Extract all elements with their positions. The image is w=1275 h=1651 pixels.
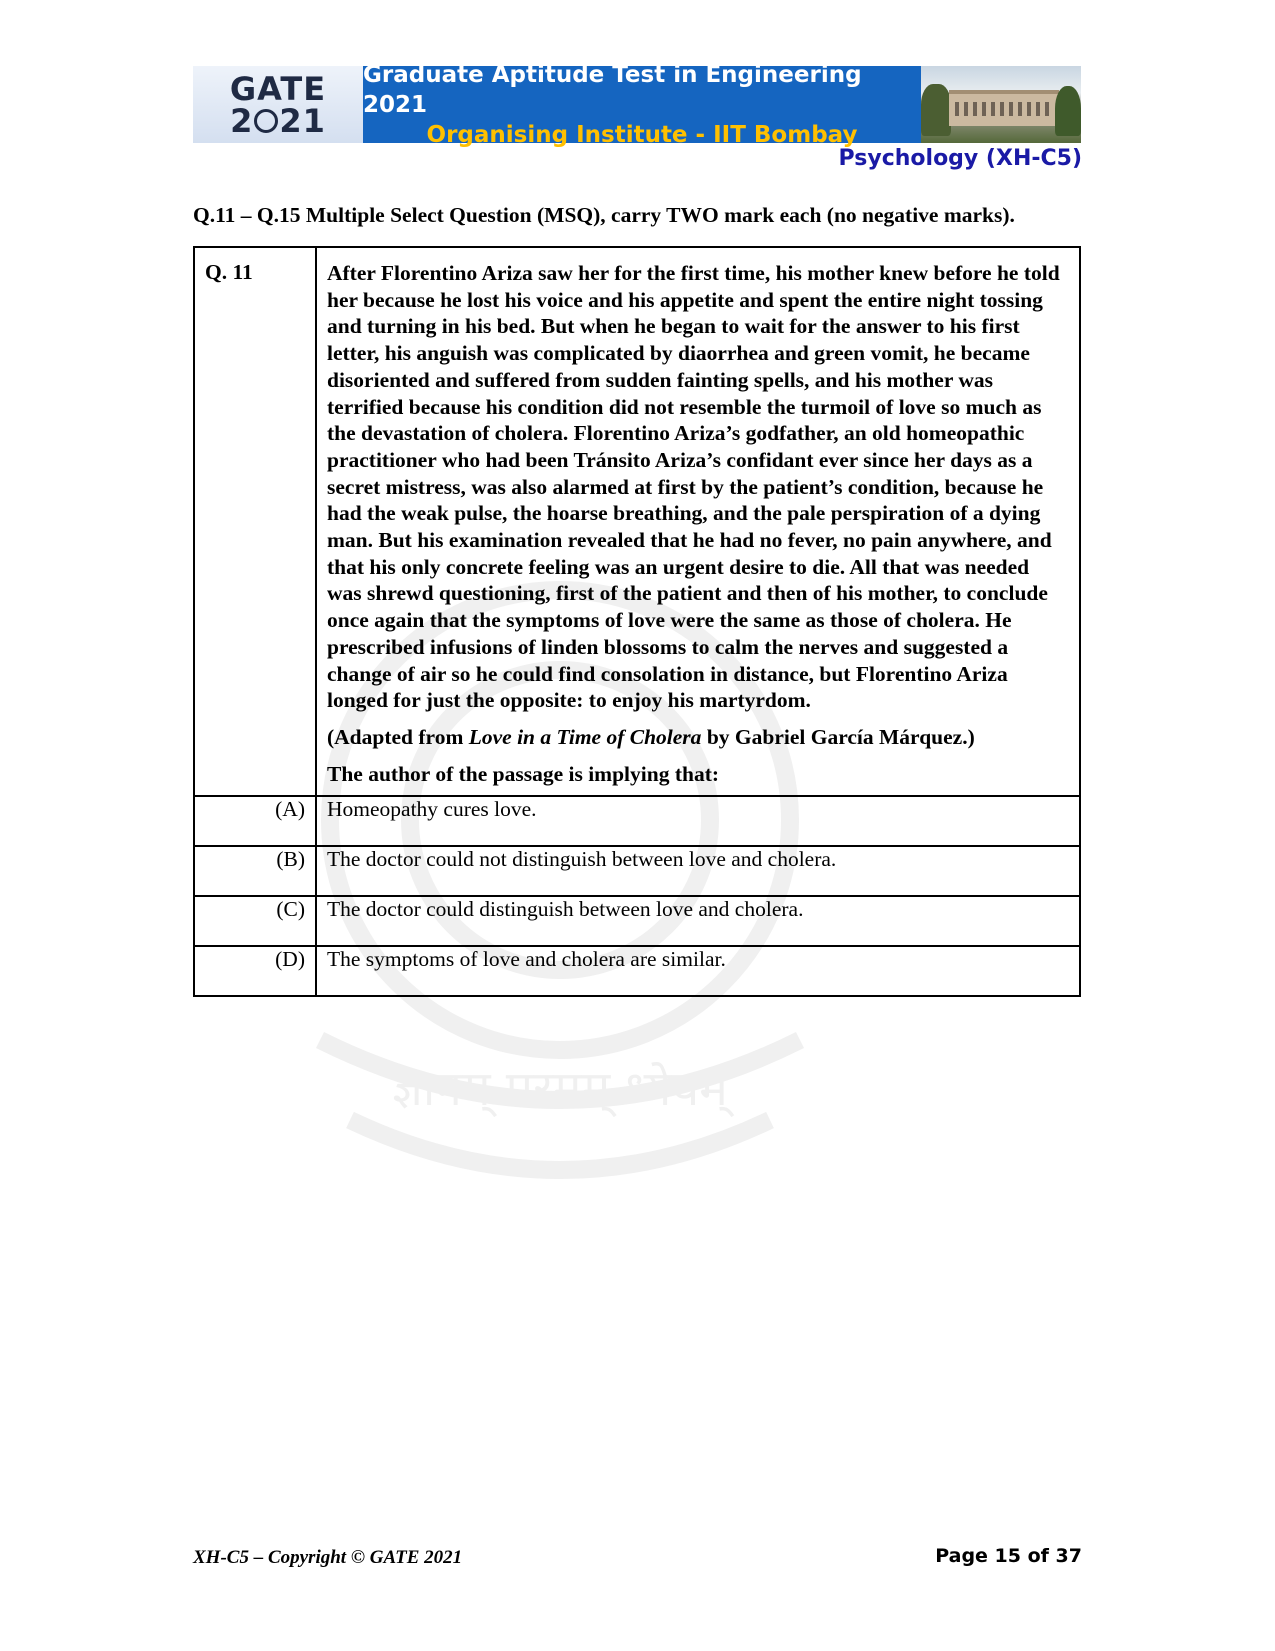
header-banner [363,61,921,148]
paper-code: Psychology (XH-C5) [838,146,1082,171]
banner-title: Graduate Aptitude Test in Engineering 2021 [363,61,862,118]
logo-text-top: GATE [229,69,327,108]
option-row [194,796,1080,846]
section-title: Q.11 – Q.15 Multiple Select Question (MSQ), carry TWO mark each (no negative marks). [193,203,1015,227]
gate-logo [193,66,363,143]
question-body [316,247,1080,796]
option-row [194,896,1080,946]
option-text: The symptoms of love and cholera are similar. [316,946,1080,996]
option-label: (C) [194,896,316,946]
logo-text-bottom [230,101,326,140]
option-text: The doctor could distinguish between love and cholera. [316,896,1080,946]
option-text: The doctor could not distinguish between love and cholera. [316,846,1080,896]
question-passage: After Florentino Ariza saw her for the first time, his mother knew before he told her because he lost his voice and his appetite and spent the entire night tossing and turning in his bed. But when he began to wait for the answer to his first letter, his anguish was complicated by diaorrhea and green vomit, he became disoriented and suffered from sudden fainting spells, and his mother was terrified because his condition did not resemble the turmoil of love so much as the devastation of cholera. Florentino Ariza’s godfather, an old homeopathic practitioner who had been Tránsito Ariza’s confidant ever since her days as a secret mistress, was also alarmed at first by the patient’s condition, because he had the weak pulse, the hoarse breathing, and the pale perspiration of a dying man. But his examination revealed that he had no fever, no pain anywhere, and that his only concrete feeling was an urgent desire to die. All that was needed was shrewd questioning, first of the patient and then of his mother, to conclude once again that the symptoms of love were the same as those of cholera. He prescribed infusions of linden blossoms to calm the nerves and suggested a change of air so he could find consolation in distance, but Florentino Ariza longed for just the opposite: to enjoy his martyrdom. [327,261,1060,713]
question-row [194,247,1080,796]
option-label: (B) [194,846,316,896]
logo-year-left: 2 [230,101,254,140]
campus-photo [921,66,1081,143]
logo-year-right: 21 [279,101,326,140]
source-title: Love in a Time of Cholera [468,724,702,749]
question-table [193,246,1081,997]
page-header [193,61,1081,148]
seal-icon [254,109,278,133]
option-row [194,946,1080,996]
option-label: (A) [194,796,316,846]
question-prompt: The author of the passage is implying that: [327,761,720,786]
watermark-motto: ज्ञानम् परमम् ध्येयम् [392,1061,728,1117]
option-row [194,846,1080,896]
passage-source: (Adapted from Love in a Time of Cholera by Gabriel García Márquez.) [327,724,975,749]
option-label: (D) [194,946,316,996]
question-number: Q. 11 [194,247,316,796]
banner-subtitle: Organising Institute - IIT Bombay [426,121,858,148]
footer-copyright: XH-C5 – Copyright © GATE 2021 [193,1547,463,1568]
option-text: Homeopathy cures love. [316,796,1080,846]
footer-page-number: Page 15 of 37 [935,1545,1082,1567]
